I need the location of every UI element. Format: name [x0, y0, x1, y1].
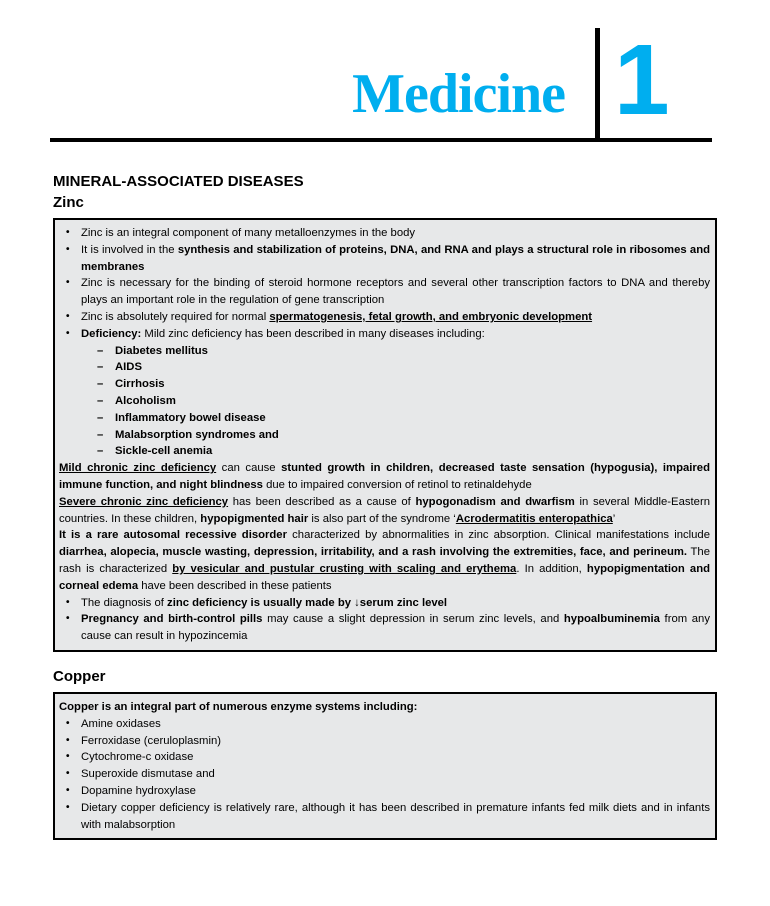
page-content — [53, 172, 717, 840]
bullet-marker: • — [66, 801, 70, 813]
rich-text: Zinc is necessary for the binding of steroid hormone receptors and several other transcription factors to DNA and thereby plays an important role in the regulation of gene transcription — [81, 277, 710, 307]
list-item — [59, 800, 710, 834]
dash-marker: – — [97, 445, 104, 458]
rich-text: Deficiency: Mild zinc deficiency has been described in many diseases including: — [81, 327, 485, 340]
list-item — [59, 309, 710, 326]
sub-list-item — [59, 410, 710, 427]
sub-list-item — [59, 427, 710, 444]
paragraph — [59, 460, 710, 494]
rich-text: It is involved in the synthesis and stabilization of proteins, DNA, and RNA and plays a structural role in ribosomes and membranes — [81, 243, 710, 273]
rich-text: Sickle-cell anemia — [115, 445, 213, 458]
list-item — [59, 611, 710, 645]
sub-list-item — [59, 393, 710, 410]
paragraph — [59, 699, 710, 716]
sub-list-item — [59, 443, 710, 460]
rich-text: Diabetes mellitus — [115, 344, 208, 357]
sub-list-item — [59, 359, 710, 376]
rich-text: Dopamine hydroxylase — [81, 784, 196, 797]
chapter-divider-vertical-rule — [595, 28, 600, 142]
bullet-marker: • — [66, 310, 70, 322]
bullet-marker: • — [66, 734, 70, 746]
rich-text: Cirrhosis — [115, 378, 165, 391]
rich-text: The diagnosis of zinc deficiency is usually made by ↓serum zinc level — [81, 596, 448, 609]
bullet-marker: • — [66, 327, 70, 339]
chapter-number: 1 — [614, 24, 670, 136]
bullet-marker: • — [66, 784, 70, 796]
rich-text: AIDS — [115, 361, 142, 374]
rich-text: Pregnancy and birth-control pills may cause a slight depression in serum zinc levels, and hypoalbuminemia from any cause can result in hypozincemia — [81, 613, 710, 643]
rich-text: Copper is an integral part of numerous enzyme systems including: — [59, 700, 418, 713]
rich-text: Ferroxidase (ceruloplasmin) — [81, 734, 222, 747]
list-item — [59, 225, 710, 242]
copper-info-box — [53, 692, 717, 840]
rich-text: Cytochrome-c oxidase — [81, 751, 194, 764]
header-horizontal-rule — [50, 138, 712, 142]
sub-list-item — [59, 376, 710, 393]
list-item — [59, 242, 710, 276]
dash-marker: – — [97, 428, 104, 441]
bullet-marker: • — [66, 613, 70, 625]
list-item — [59, 749, 710, 766]
dash-marker: – — [97, 394, 104, 407]
list-item — [59, 595, 710, 612]
paragraph — [59, 527, 710, 594]
dash-marker: – — [97, 344, 104, 357]
dash-marker: – — [97, 361, 104, 374]
dash-marker: – — [97, 378, 104, 391]
list-item — [59, 326, 710, 343]
bullet-marker: • — [66, 243, 70, 255]
list-item — [59, 766, 710, 783]
rich-text: Inflammatory bowel disease — [115, 411, 266, 424]
bullet-marker: • — [66, 227, 70, 238]
rich-text: Amine oxidases — [81, 717, 161, 730]
subsection-heading-zinc: Zinc — [53, 194, 84, 211]
bullet-marker: • — [66, 751, 70, 763]
rich-text: Zinc is an integral component of many metalloenzymes in the body — [81, 227, 416, 239]
rich-text: Mild chronic zinc deficiency can cause stunted growth in children, decreased taste sensation (hypogusia), impaired immune function, and night blindness due to impaired conversion of retinol to retinaldehyde — [59, 462, 710, 491]
list-item — [59, 275, 710, 309]
rich-text: Alcoholism — [115, 394, 176, 407]
rich-text: Severe chronic zinc deficiency has been described as a cause of hypogonadism and dwarfism in several Middle-Eastern countries. In these children, hypopigmented hair is also part of the syndrome ‘Acrodermatitis enteropathica’ — [59, 495, 710, 525]
rich-text: It is a rare autosomal recessive disorder characterized by abnormalities in zinc absorption. Clinical manifestations include diarrhea, alopecia, muscle wasting, depression, irritability, and a rash involving the extremities, face, and perineum. The rash is characterized by vesicular and pustular crusting with scaling and erythema. In addition, hypopigmentation and corneal edema have been described in these patients — [59, 529, 711, 592]
zinc-info-box — [53, 218, 717, 652]
rich-text: Zinc is absolutely required for normal spermatogenesis, fetal growth, and embryonic development — [81, 310, 593, 323]
rich-text: Malabsorption syndromes and — [115, 428, 279, 441]
paragraph — [59, 494, 710, 528]
dash-marker: – — [97, 411, 104, 424]
chapter-title: Medicine — [352, 63, 565, 125]
sub-list-item — [59, 343, 710, 360]
list-item — [59, 783, 710, 800]
subsection-heading-copper: Copper — [53, 667, 106, 685]
bullet-marker: • — [66, 717, 70, 729]
bullet-marker: • — [66, 596, 70, 608]
list-item — [59, 733, 710, 750]
rich-text: Superoxide dismutase and — [81, 768, 215, 781]
section-heading-mineral-associated-diseases: MINERAL-ASSOCIATED DISEASES — [53, 173, 304, 190]
list-item — [59, 716, 710, 733]
bullet-marker: • — [66, 768, 70, 780]
bullet-marker: • — [66, 277, 70, 289]
rich-text: Dietary copper deficiency is relatively rare, although it has been described in premature infants fed milk diets and in infants with malabsorption — [81, 801, 710, 831]
